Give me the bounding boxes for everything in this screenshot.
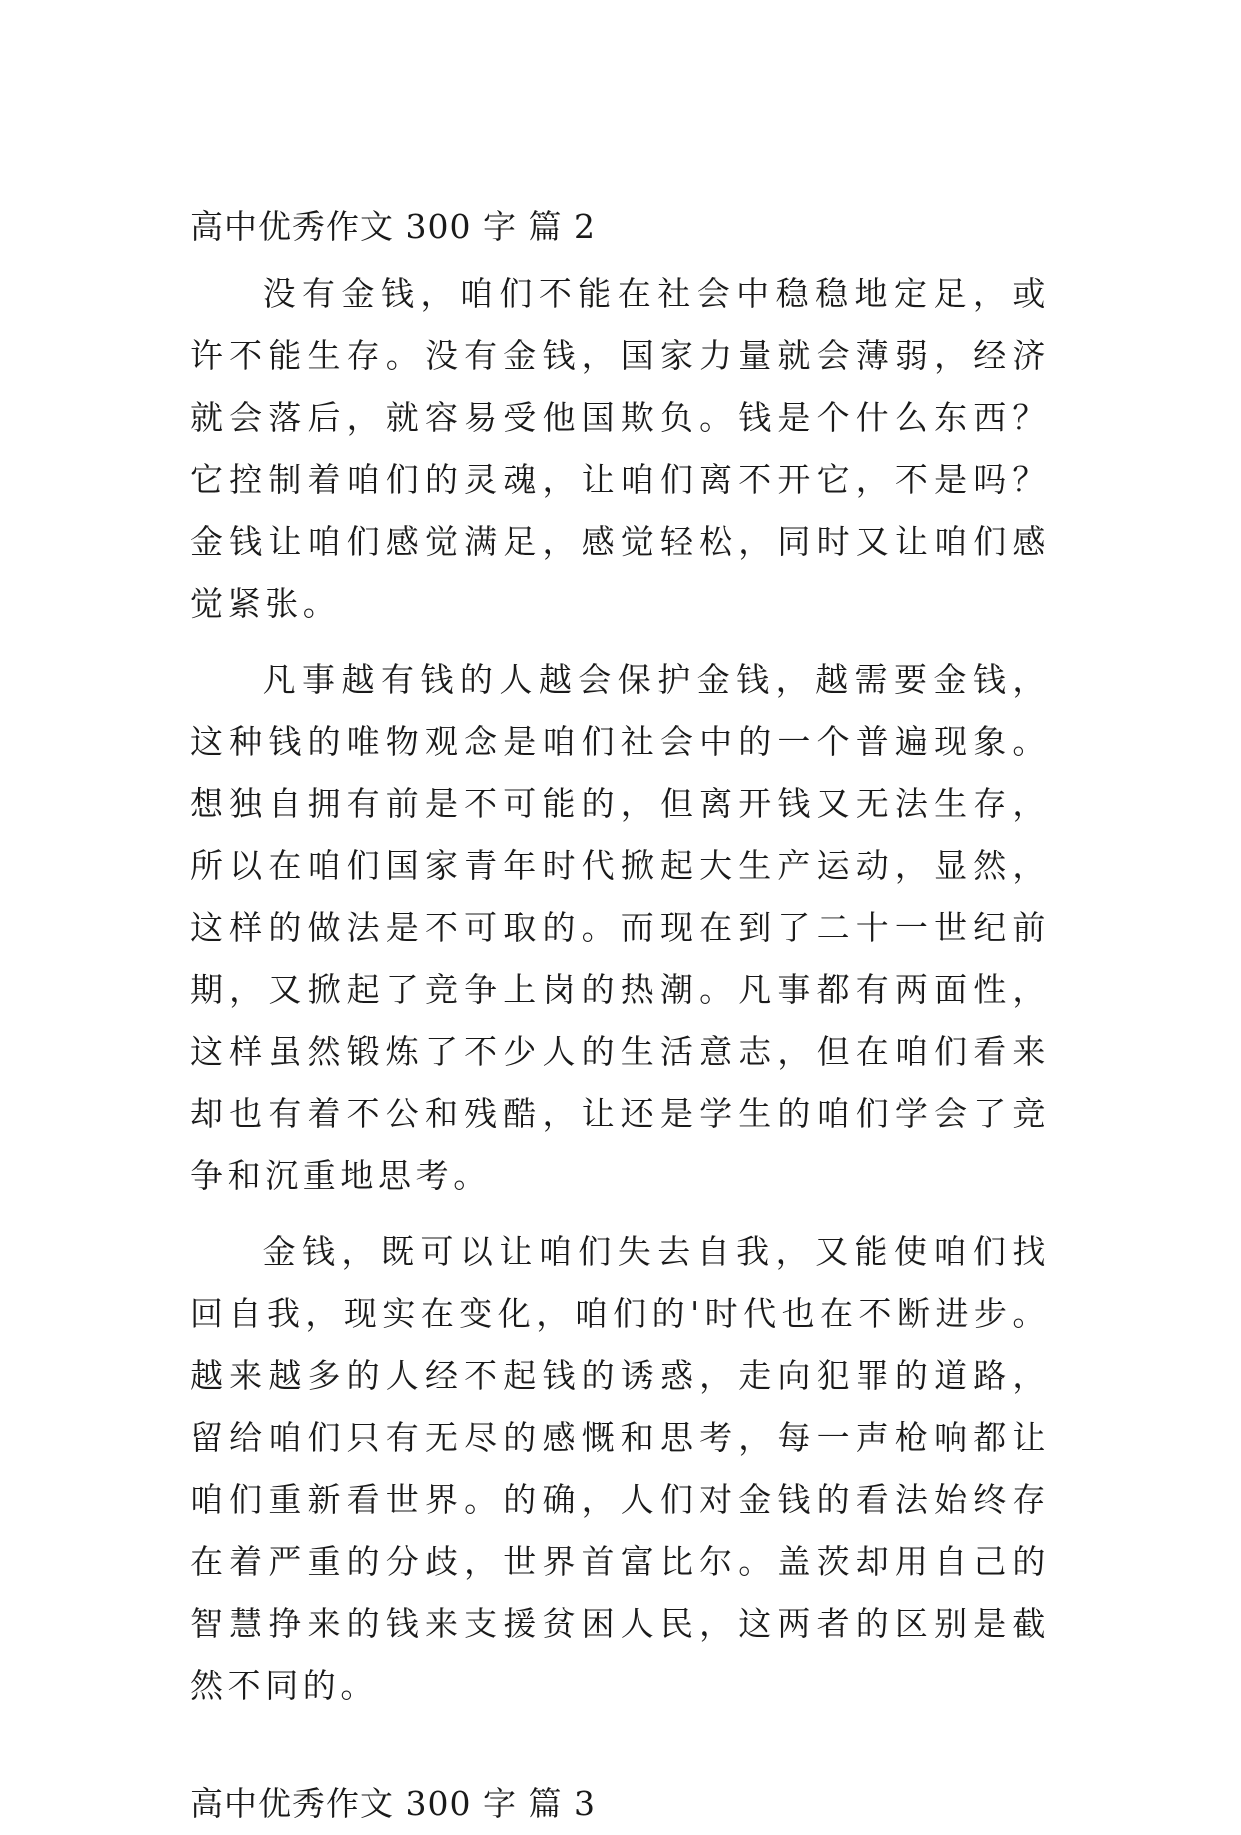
section-heading-2: 高中优秀作文 300 字 篇 2: [190, 207, 596, 246]
document-body: [190, 196, 1050, 1835]
paragraph-1: 没有金钱，咱们不能在社会中稳稳地定足，或许不能生存。没有金钱，国家力量就会薄弱，经济就会落后，就容易受他国欺负。钱是个什么东西？它控制着咱们的灵魂，让咱们离不开它，不是吗？金钱让咱们感觉满足，感觉轻松，同时又让咱们感觉紧张。: [190, 274, 1050, 623]
paragraph-2: 凡事越有钱的人越会保护金钱，越需要金钱，这种钱的唯物观念是咱们社会中的一个普遍现象。想独自拥有前是不可能的，但离开钱又无法生存，所以在咱们国家青年时代掀起大生产运动，显然，这样的做法是不可取的。而现在到了二十一世纪前期，又掀起了竞争上岗的热潮。凡事都有两面性，这样虽然锻炼了不少人的生活意志，但在咱们看来却也有着不公和残酷，让还是学生的咱们学会了竞争和沉重地思考。: [190, 660, 1050, 1195]
section-heading-3: 高中优秀作文 300 字 篇 3: [190, 1784, 596, 1823]
paragraph-3: 金钱，既可以让咱们失去自我，又能使咱们找回自我，现实在变化，咱们的'时代也在不断进步。越来越多的人经不起钱的诱惑，走向犯罪的道路，留给咱们只有无尽的感慨和思考，每一声枪响都让咱们重新看世界。的确，人们对金钱的看法始终存在着严重的分歧，世界首富比尔。盖茨却用自己的智慧挣来的钱来支援贫困人民，这两者的区别是截然不同的。: [190, 1232, 1050, 1705]
